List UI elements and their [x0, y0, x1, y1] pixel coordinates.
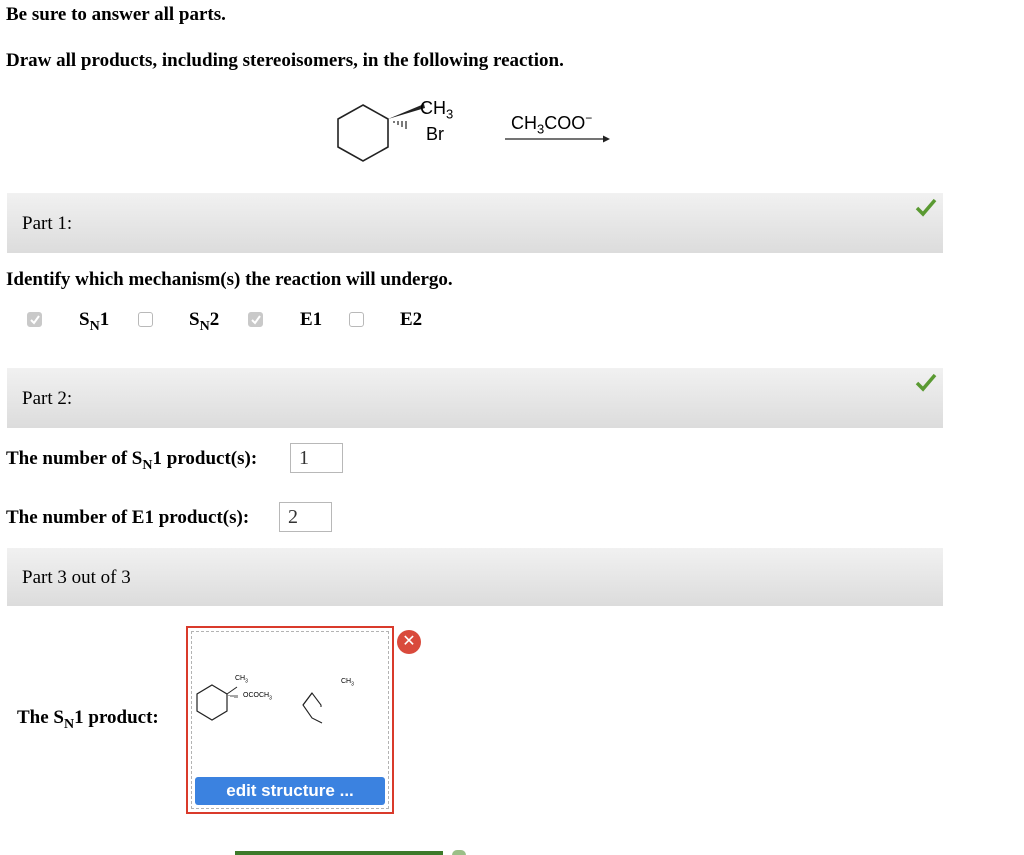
- e1-count-question: The number of E1 product(s):: [6, 507, 250, 528]
- product-methyl-label: $CH_3$: [235, 675, 248, 685]
- reactant-methyl-label: $CH_3$: [420, 98, 454, 122]
- e1-count-input[interactable]: 2: [279, 502, 332, 532]
- checkbox-e1[interactable]: [248, 312, 263, 327]
- submit-button-edge[interactable]: [235, 851, 443, 855]
- reactant-bromo-label: Br: [426, 124, 444, 144]
- instruction-draw-products: Draw all products, including stereoisomers, in the following reaction.: [6, 50, 564, 71]
- product-methyl2-label: $CH_3$: [341, 678, 354, 688]
- part1-header: [7, 193, 943, 253]
- checkbox-sn2[interactable]: [138, 312, 153, 327]
- part2-header: [7, 368, 943, 428]
- checkbox-sn1[interactable]: [27, 312, 42, 327]
- help-icon-edge[interactable]: [452, 850, 466, 855]
- part3-title: Part 3 out of 3: [22, 567, 131, 588]
- part3-header: [7, 548, 943, 606]
- product-structure-drawing: [195, 675, 345, 735]
- sn1-count-input[interactable]: 1: [290, 443, 343, 473]
- edit-structure-button[interactable]: edit structure ...: [195, 777, 385, 805]
- correct-check-icon: [915, 197, 937, 217]
- correct-check-icon: [915, 372, 937, 392]
- remove-x-icon[interactable]: ✕: [397, 630, 421, 654]
- option-e1-label: E1: [300, 309, 323, 330]
- part1-question: Identify which mechanism(s) the reaction will undergo.: [6, 269, 453, 290]
- product-acetate-label: $OCOCH_3$: [243, 692, 272, 702]
- part1-title: Part 1:: [22, 213, 73, 234]
- option-sn2-label: $S_N2$: [189, 309, 220, 334]
- sn1-count-question: The number of $S_N1$ product(s):: [6, 448, 258, 473]
- option-e2-label: E2: [400, 309, 423, 330]
- option-sn1-label: $S_N1$: [79, 309, 110, 334]
- checkbox-e2[interactable]: [349, 312, 364, 327]
- instruction-answer-all: Be sure to answer all parts.: [6, 4, 226, 25]
- part2-title: Part 2:: [22, 388, 73, 409]
- reagent-label: $CH_3COO^-$: [511, 111, 593, 137]
- reaction-arrow: [505, 134, 611, 144]
- sn1-product-label: The $S_N1$ product:: [17, 707, 159, 732]
